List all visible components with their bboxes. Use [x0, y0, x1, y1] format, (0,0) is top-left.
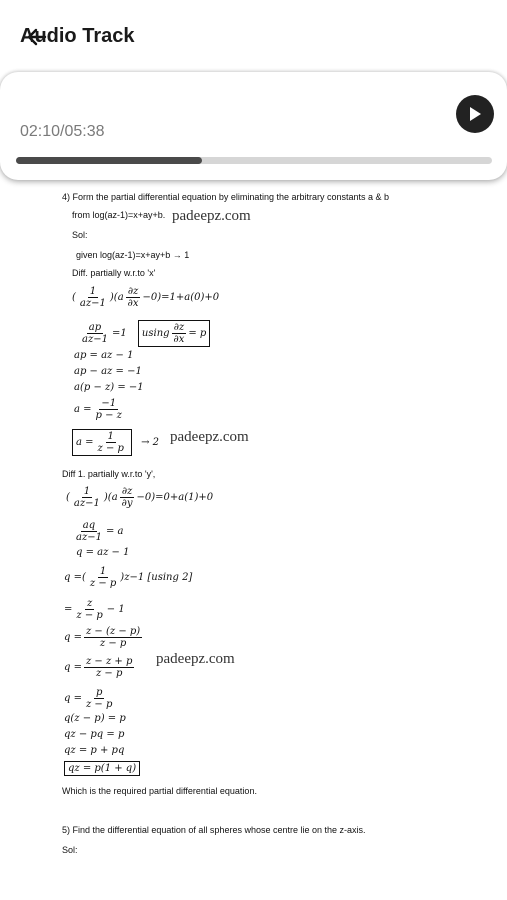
equation-x4: ap − az = −1 — [74, 366, 142, 377]
equation-y3: q = az − 1 — [76, 547, 130, 558]
question-4-expression: from log(az-1)=x+ay+b. — [72, 210, 166, 220]
watermark: padeepz.com — [170, 429, 249, 445]
equation-x1: ( $\frac{1}{az-1}$ )(a $\frac{\partial z}{\partial x}$ −0)=1+a(0)+0 — [72, 286, 220, 309]
equation-y9: qz − pq = p — [64, 729, 125, 740]
sol-label-2: Sol: — [62, 845, 78, 855]
audio-progress-fill — [16, 157, 202, 164]
watermark: padeepz.com — [172, 208, 251, 224]
equation-y7b: q = $\frac{p}{z - p}$ — [64, 687, 113, 710]
audio-track-title: Audio Track — [20, 25, 135, 47]
diff-y-heading: Diff 1. partially w.r.to 'y', — [62, 469, 156, 479]
equation-y5: = $\frac{z}{z - p}$ − 1 — [64, 598, 125, 621]
equation-x2: $\frac{ap}{az-1}$ =1 using $\frac{\partial z}{\partial x}$ = p — [78, 320, 210, 347]
equation-y2: $\frac{aq}{az-1}$ = a — [76, 520, 124, 543]
sol-label: Sol: — [72, 230, 88, 240]
equation-x5: a(p − z) = −1 — [74, 382, 144, 393]
equation-y7: q = $\frac{z - z + p}{z - p}$ — [64, 656, 133, 679]
equation-y6: q = $\frac{z - (z - p)}{z - p}$ — [64, 626, 141, 649]
solution-document — [0, 180, 507, 900]
equation-a: a = $\frac{-1}{p - z}$ — [74, 398, 122, 421]
equation-y8: q(z − p) = p — [64, 713, 126, 724]
watermark: padeepz.com — [156, 651, 235, 667]
equation-a-boxed: a = $\frac{1}{z - p}$ → 2 — [72, 429, 159, 456]
question-5: 5) Find the differential equation of all spheres whose centre lie on the z-axis. — [62, 825, 366, 835]
equation-y1: ( $\frac{1}{az-1}$ )(a $\frac{\partial z}{\partial y}$ −0)=0+a(1)+0 — [66, 486, 214, 509]
audio-time-readout: 02:10/05:38 — [20, 123, 105, 140]
equation-y4: q =( $\frac{1}{z - p}$ )z−1 [using 2] — [64, 566, 193, 589]
conclusion-text: Which is the required partial differential equation. — [62, 786, 257, 796]
question-4: 4) Form the partial differential equation by eliminating the arbitrary constants a & b — [62, 192, 390, 202]
diff-x-heading: Diff. partially w.r.to 'x' — [72, 268, 156, 278]
final-equation-boxed: qz = p(1 + q) — [64, 761, 140, 776]
play-circle-icon[interactable] — [456, 95, 494, 133]
equation-y10: qz = p + pq — [64, 745, 125, 756]
equation-x3: ap = az − 1 — [74, 350, 134, 361]
audio-progress-bar[interactable] — [16, 157, 492, 164]
given-equation: given log(az-1)=x+ay+b → 1 — [76, 250, 190, 260]
